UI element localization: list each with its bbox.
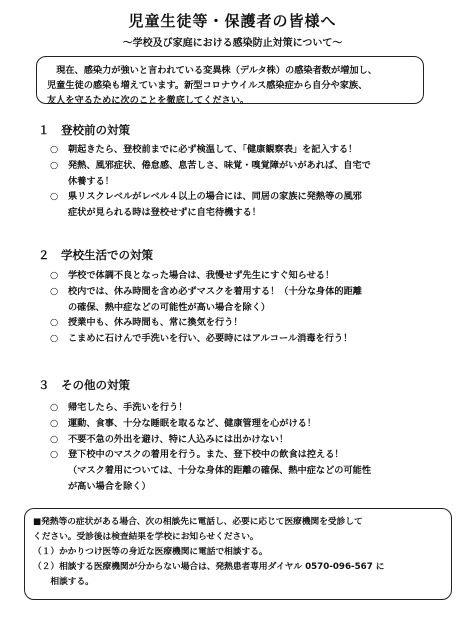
item-line: の確保、熱中症などの可能性が高い場合を除く） [68,301,271,313]
list-item [50,268,440,284]
list-item [50,189,440,221]
page-subtitle: ～学校及び家庭における感染防止対策について～ [122,38,343,49]
item-line: 朝起きたら、登校前までに必ず検温して、「健康観察表」を記入する！ [68,144,358,155]
item-line: 授業中も、休み時間も、常に換気を行う！ [68,317,243,329]
item-line: が高い場合を除く） [68,480,151,492]
circle-bullet-icon: ○ [50,402,59,413]
page-title: 児童生徒等・保護者の皆様へ [128,12,337,30]
intro-box [36,56,424,104]
item-line: こまめに石けんで手洗いを行い、必要時にはアルコール消毒を行う！ [68,333,353,345]
section-list-before-school [50,142,440,221]
item-line: 症状が見られる時は登校せずに自宅待機する！ [68,207,261,219]
list-item [50,284,440,316]
item-line: 県リスクレベルがレベル４以上の場合には、同居の家族に発熱等の風邪 [68,191,362,203]
circle-bullet-icon: ○ [50,317,59,329]
note-line: ください。受診後は検査結果を学校にお知らせください。 [33,532,259,542]
section-title-before-school: １ 登校前の対策 [38,123,130,137]
item-line: 発熱、風邪症状、倦怠感、息苦しさ、味覚・嗅覚障がいがあれば、自宅で [68,159,371,171]
circle-bullet-icon: ○ [50,270,59,281]
circle-bullet-icon: ○ [50,159,59,171]
section-list-school-life [50,268,440,347]
item-line: 不要不急の外出を避け、特に人込みには出かけない！ [68,433,289,445]
circle-bullet-icon: ○ [50,433,59,445]
item-line: （マスク着用については、十分な身体的距離の確保、熱中症などの可能性 [68,465,372,477]
list-item [50,331,440,347]
item-line: 校内では、休み時間を含め必ずマスクを着用する！（十分な身体的距離 [68,285,362,297]
note-line: ■発熱等の症状がある場合、次の相談先に電話し、必要に応じて医療機関を受診して [33,517,363,527]
list-item [50,447,440,494]
intro-line: 友人を守るために次のことを徹底してください。 [47,95,250,106]
intro-line: 児童生徒の感染も増えています。新型コロナウイルス感染症から自分や家族、 [47,80,368,91]
item-line: 休養する！ [68,175,114,187]
circle-bullet-icon: ○ [50,333,59,345]
circle-bullet-icon: ○ [50,285,59,297]
note-line: （２）相談する医療機関が分からない場合は、発熱患者専用ダイヤル 0570-096-567 に [33,562,385,572]
item-line: 学校で体調不良となった場合は、我慢せず先生にすぐ知らせる！ [68,270,335,281]
note-line: 相談する。 [33,577,94,587]
list-item [50,315,440,331]
list-item [50,432,440,448]
item-line: 帰宅したら、手洗いを行う！ [68,402,188,413]
list-item [50,142,440,158]
list-item [50,400,440,416]
consultation-note-box [24,508,452,600]
section-list-other [50,400,440,495]
item-line: 登下校中のマスクの着用を行う。また、登下校中の飲食は控える！ [68,449,344,461]
intro-line: 現在、感染力が強いと言われている変異株（デルタ株）の感染者数が増加し、 [56,65,377,76]
note-line: （１）かかりつけ医等の身近な医療機関に電話で相談する。 [33,547,268,557]
section-title-school-life: ２ 学校生活での対策 [38,248,153,262]
list-item [50,158,440,190]
list-item [50,416,440,432]
circle-bullet-icon: ○ [50,417,59,429]
section-title-other: ３ その他の対策 [38,378,130,392]
item-line: 運動、食事、十分な睡眠を取るなど、健康管理を心がける！ [68,417,317,429]
circle-bullet-icon: ○ [50,144,59,155]
circle-bullet-icon: ○ [50,449,59,461]
circle-bullet-icon: ○ [50,191,59,203]
